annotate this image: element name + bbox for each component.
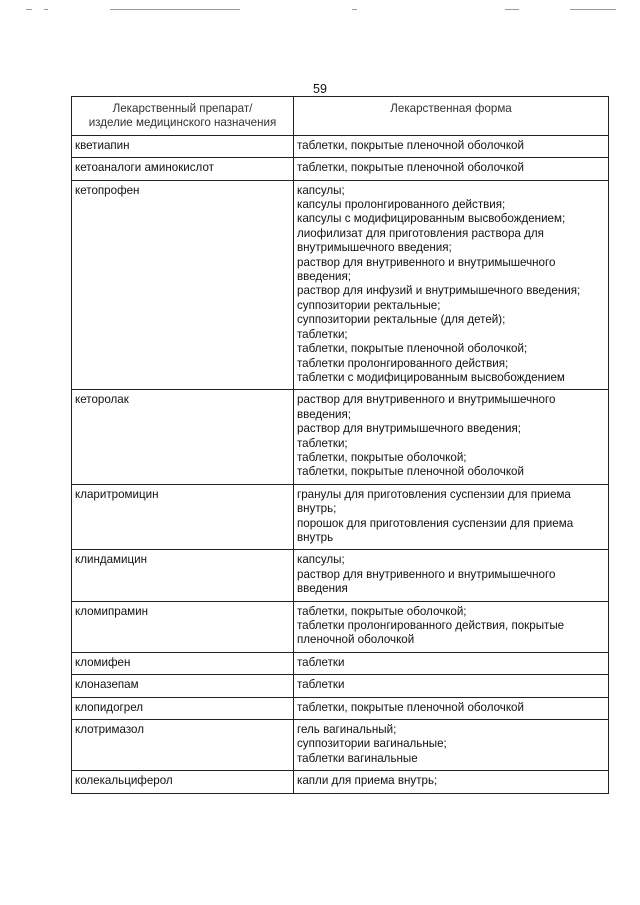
table-row (72, 135, 609, 157)
table-row (72, 652, 609, 674)
drug-name: кветиапин (72, 135, 294, 157)
dosage-form-item: таблетки, покрытые пленочной оболочкой (297, 700, 524, 714)
table-row (72, 675, 609, 697)
dosage-form-item: таблетки пролонгированного действия; (297, 356, 509, 370)
dosage-form-item: таблетки, покрытые оболочкой; (297, 604, 467, 618)
table-row (72, 484, 609, 550)
dosage-form-item: капсулы с модифицированным высвобождением; (297, 212, 566, 226)
drug-name: клотримазол (72, 720, 294, 771)
dosage-form-item: гель вагинальный; (297, 723, 397, 737)
dosage-form-item: гранулы для приготовления суспензии для приема внутрь; (297, 487, 571, 516)
drug-name: кломифен (72, 652, 294, 674)
dosage-form-item: раствор для внутривенного и внутримышечного введения; (297, 393, 556, 421)
dosage-form-item: таблетки, покрытые пленочной оболочкой (297, 138, 524, 152)
dosage-forms (294, 484, 609, 550)
drug-name: кетоаналоги аминокислот (72, 158, 294, 180)
drug-name: кломипрамин (72, 601, 294, 652)
dosage-form-item: капсулы; (297, 183, 345, 197)
drug-forms-table (71, 96, 609, 794)
dosage-form-item: таблетки вагинальные (297, 751, 418, 765)
dosage-form-item: раствор для внутримышечного введения; (297, 422, 521, 436)
dosage-forms (294, 697, 609, 719)
dosage-form-item: суппозитории вагинальные; (297, 737, 447, 751)
drug-name: кетопрофен (72, 180, 294, 390)
dosage-forms (294, 135, 609, 157)
header-drug: Лекарственный препарат/ изделие медицинского назначения (72, 97, 294, 136)
scan-artifact-line (0, 9, 640, 13)
dosage-form-item: капли для приема внутрь; (297, 774, 438, 788)
dosage-forms (294, 675, 609, 697)
table-row (72, 390, 609, 484)
dosage-form-item: раствор для внутривенного и внутримышечного введения (297, 567, 556, 596)
dosage-form-item: суппозитории ректальные (для детей); (297, 313, 506, 327)
dosage-form-item: таблетки; (297, 436, 348, 450)
table-row (72, 550, 609, 601)
drug-name: клиндамицин (72, 550, 294, 601)
dosage-forms (294, 652, 609, 674)
dosage-form-item: таблетки, покрытые пленочной оболочкой; (297, 342, 528, 356)
header-form: Лекарственная форма (294, 97, 609, 136)
table-row (72, 158, 609, 180)
dosage-forms (294, 720, 609, 771)
table-row (72, 720, 609, 771)
table-row (72, 180, 609, 390)
dosage-form-item: таблетки пролонгированного действия, покрытые пленочной оболочкой (297, 619, 565, 647)
drug-name: клопидогрел (72, 697, 294, 719)
table-row (72, 697, 609, 719)
table-body (72, 135, 609, 793)
table-row (72, 771, 609, 793)
drug-name: колекальциферол (72, 771, 294, 793)
dosage-form-item: таблетки, покрытые пленочной оболочкой (297, 161, 524, 175)
dosage-forms (294, 158, 609, 180)
dosage-form-item: таблетки; (297, 327, 348, 341)
dosage-forms (294, 390, 609, 484)
drug-name: кларитромицин (72, 484, 294, 550)
drug-name: клоназепам (72, 675, 294, 697)
dosage-form-item: порошок для приготовления суспензии для приема внутрь (297, 516, 574, 544)
dosage-form-item: таблетки, покрытые оболочкой; (297, 450, 467, 464)
table-header-row (72, 97, 609, 136)
page-number: 59 (313, 82, 327, 96)
dosage-forms (294, 180, 609, 390)
dosage-form-item: раствор для внутривенного и внутримышечного введения; (297, 255, 556, 284)
dosage-form-item: капсулы; (297, 553, 345, 567)
dosage-form-item: таблетки (297, 655, 345, 669)
dosage-form-item: лиофилизат для приготовления раствора для внутримышечного введения; (297, 226, 544, 255)
dosage-form-item: суппозитории ректальные; (297, 298, 441, 312)
dosage-form-item: капсулы пролонгированного действия; (297, 198, 506, 212)
drug-name: кеторолак (72, 390, 294, 484)
table-row (72, 601, 609, 652)
dosage-form-item: таблетки, покрытые пленочной оболочкой (297, 465, 524, 479)
dosage-forms (294, 771, 609, 793)
dosage-form-item: таблетки (297, 678, 345, 692)
dosage-forms (294, 550, 609, 601)
dosage-forms (294, 601, 609, 652)
dosage-form-item: раствор для инфузий и внутримышечного введения; (297, 284, 581, 298)
dosage-form-item: таблетки с модифицированным высвобождением (297, 370, 565, 384)
